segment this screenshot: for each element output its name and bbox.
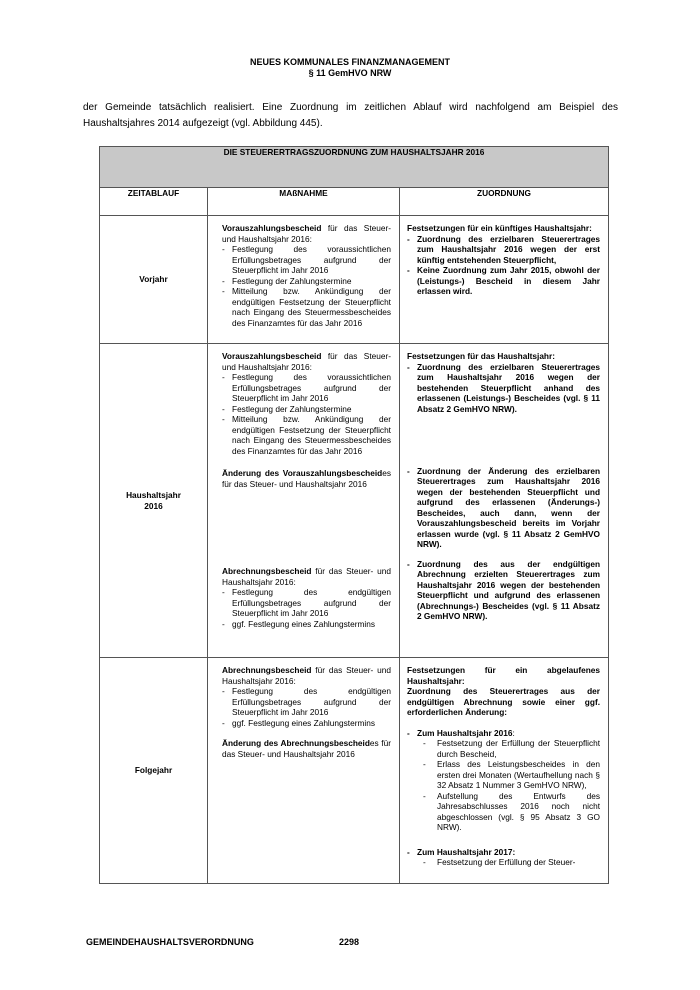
footer-label: GEMEINDEHAUSHALTSVERORDNUNG [86, 937, 254, 947]
list-item: - Zuordnung des erzielbaren Steuerertrages zum Haushaltsjahr 2016 wegen der bestehenden Steuerpflicht anhand des erlassenen (Leistungs-) Bescheides (vgl. § 11 Absatz 2 GemHVO NRW). [407, 361, 601, 414]
list-item: - Festlegung des voraussichtlichen Erfüllungsbetrages aufgrund der Steuerpflicht im Jahr 2016 [222, 372, 391, 403]
tax-revenue-table [99, 146, 609, 884]
measure-title: Abrechnungsbescheid [222, 665, 312, 675]
list-item: - Festlegung des voraussichtlichen Erfüllungsbetrages aufgrund der Steuerpflicht im Jahr 2016 [222, 244, 391, 275]
assignment-heading: Festsetzungen für ein abgelaufenes Haushaltsjahr: [407, 665, 601, 686]
massnahme-cell [208, 658, 400, 884]
list-item: - Festlegung des endgültigen Erfüllungsbetrages aufgrund der Steuerpflicht im Jahr 2016 [222, 587, 391, 618]
list-item: - Keine Zuordnung zum Jahr 2015, obwohl der (Leistungs-) Bescheid in diesem Jahr erlassen wird. [407, 265, 601, 296]
column-header-zeitablauf: ZEITABLAUF [100, 188, 208, 216]
measure-text: für das Steuer- und Haushaltsjahr 2016: [222, 223, 391, 244]
page-footer [86, 937, 386, 947]
measure-text: es für das Steuer- und Haushaltsjahr 2016 [222, 738, 391, 759]
measure-title: Änderung des Abrechnungsbescheid [222, 738, 370, 748]
phase-label: Haushaltsjahr 2016 [100, 344, 208, 658]
sub-list-item: - Festsetzung der Erfüllung der Steuerpflicht durch Bescheid, [423, 738, 601, 759]
measure-text: für das Steuer- und Haushaltsjahr 2016: [222, 351, 391, 372]
year-item: - Zum Haushaltsjahr 2016: [407, 727, 515, 738]
sub-list-item: - Festsetzung der Erfüllung der Steuer- [423, 857, 576, 867]
measure-title: Abrechnungsbescheid [222, 566, 312, 576]
measure-text: es für das Steuer- und Haushaltsjahr 2016 [222, 468, 391, 489]
table-title: DIE STEUERERTRAGSZUORDNUNG ZUM HAUSHALTSJAHR 2016 [100, 147, 609, 188]
massnahme-cell [208, 344, 400, 658]
table-row-vorjahr [100, 216, 609, 344]
measure-title: Änderung des Vorauszahlungsbescheid [222, 468, 383, 478]
zuordnung-cell [400, 658, 609, 884]
header-line-1: NEUES KOMMUNALES FINANZMANAGEMENT [250, 57, 450, 67]
list-item: - Zuordnung der Änderung des erzielbaren Steuerertrages zum Haushaltsjahr 2016 wegen der bestehenden Steuerpflicht und aufgrund des erlassenen (Änderungs-) Bescheides, auch dann, wenn der Vorauszahlungsbescheid bereits im Vorjahr erlassen wurde (vgl. § 11 Absatz 2 GemHVO NRW). [407, 465, 601, 549]
zuordnung-cell [400, 344, 609, 658]
list-item: - Mitteilung bzw. Ankündigung der endgültigen Festsetzung der Steuerpflicht nach Eingang des Steuermessbescheides des Finanzamtes für das Jahr 2016 [222, 286, 391, 328]
phase-label: Vorjahr [100, 216, 208, 344]
phase-label: Folgejahr [100, 658, 208, 884]
list-item: - ggf. Festlegung eines Zahlungstermins [222, 717, 375, 728]
table-row-haushaltsjahr [100, 344, 609, 658]
page-number: 2298 [339, 937, 360, 947]
zuordnung-cell [400, 216, 609, 344]
assignment-subheading: Zuordnung des Steuerertrages aus der endgültigen Abrechnung sowie einer ggf. erforderlichen Änderung: [407, 686, 601, 717]
list-item: - Festlegung des endgültigen Erfüllungsbetrages aufgrund der Steuerpflicht im Jahr 2016 [222, 686, 391, 717]
header-line-2: § 11 GemHVO NRW [308, 68, 392, 78]
measure-text: für das Steuer- und Haushaltsjahr 2016: [222, 566, 391, 587]
assignment-heading: Festsetzungen für das Haushaltsjahr: [407, 351, 555, 361]
assignment-heading: Festsetzungen für ein künftiges Haushaltsjahr: [407, 223, 592, 233]
list-item: - Festlegung der Zahlungstermine [222, 403, 352, 414]
list-item: - ggf. Festlegung eines Zahlungstermins [222, 618, 375, 629]
column-header-massnahme: MAßNAHME [208, 188, 400, 216]
measure-title: Vorauszahlungsbescheid [222, 223, 322, 233]
measure-title: Vorauszahlungsbescheid [222, 351, 322, 361]
sub-list-item: - Erlass des Leistungsbescheides in den ersten drei Monaten (Wertaufhellung nach § 32 Absatz 1 Nummer 3 GemHVO NRW), [423, 759, 601, 790]
year-item: - Zum Haushaltsjahr 2017: [407, 846, 516, 857]
sub-list-item: - Aufstellung des Entwurfs des Jahresabschlusses 2016 noch nicht abgeschlossen (vgl. § 95 Absatz 3 GO NRW). [423, 790, 601, 832]
intro-paragraph: der Gemeinde tatsächlich realisiert. Eine Zuordnung im zeitlichen Ablauf wird nachfolgend am Beispiel des Haushaltsjahres 2014 aufgezeigt (vgl. Abbildung 445). [83, 102, 618, 129]
table-row-folgejahr [100, 658, 609, 884]
column-header-zuordnung: ZUORDNUNG [400, 188, 609, 216]
list-item: - Mitteilung bzw. Ankündigung der endgültigen Festsetzung der Steuerpflicht nach Eingang des Steuermessbescheides des Finanzamtes für das Jahr 2016 [222, 414, 391, 456]
measure-text: für das Steuer- und Haushaltsjahr 2016: [222, 665, 391, 686]
list-item: - Festlegung der Zahlungstermine [222, 275, 352, 286]
massnahme-cell [208, 216, 400, 344]
list-item: - Zuordnung des erzielbaren Steuerertrages zum Haushaltsjahr 2016 wegen der erst künftig entstehenden Steuerpflicht, [407, 233, 601, 265]
list-item: - Zuordnung des aus der endgültigen Abrechnung erzielten Steuerertrages zum Haushaltsjahr 2016 wegen der bestehenden Steuerpflicht und aufgrund des erlassenen (Abrechnungs-) Bescheides (vgl. § 11 Absatz 2 GemHVO NRW). [407, 558, 601, 621]
page-header [0, 57, 700, 79]
